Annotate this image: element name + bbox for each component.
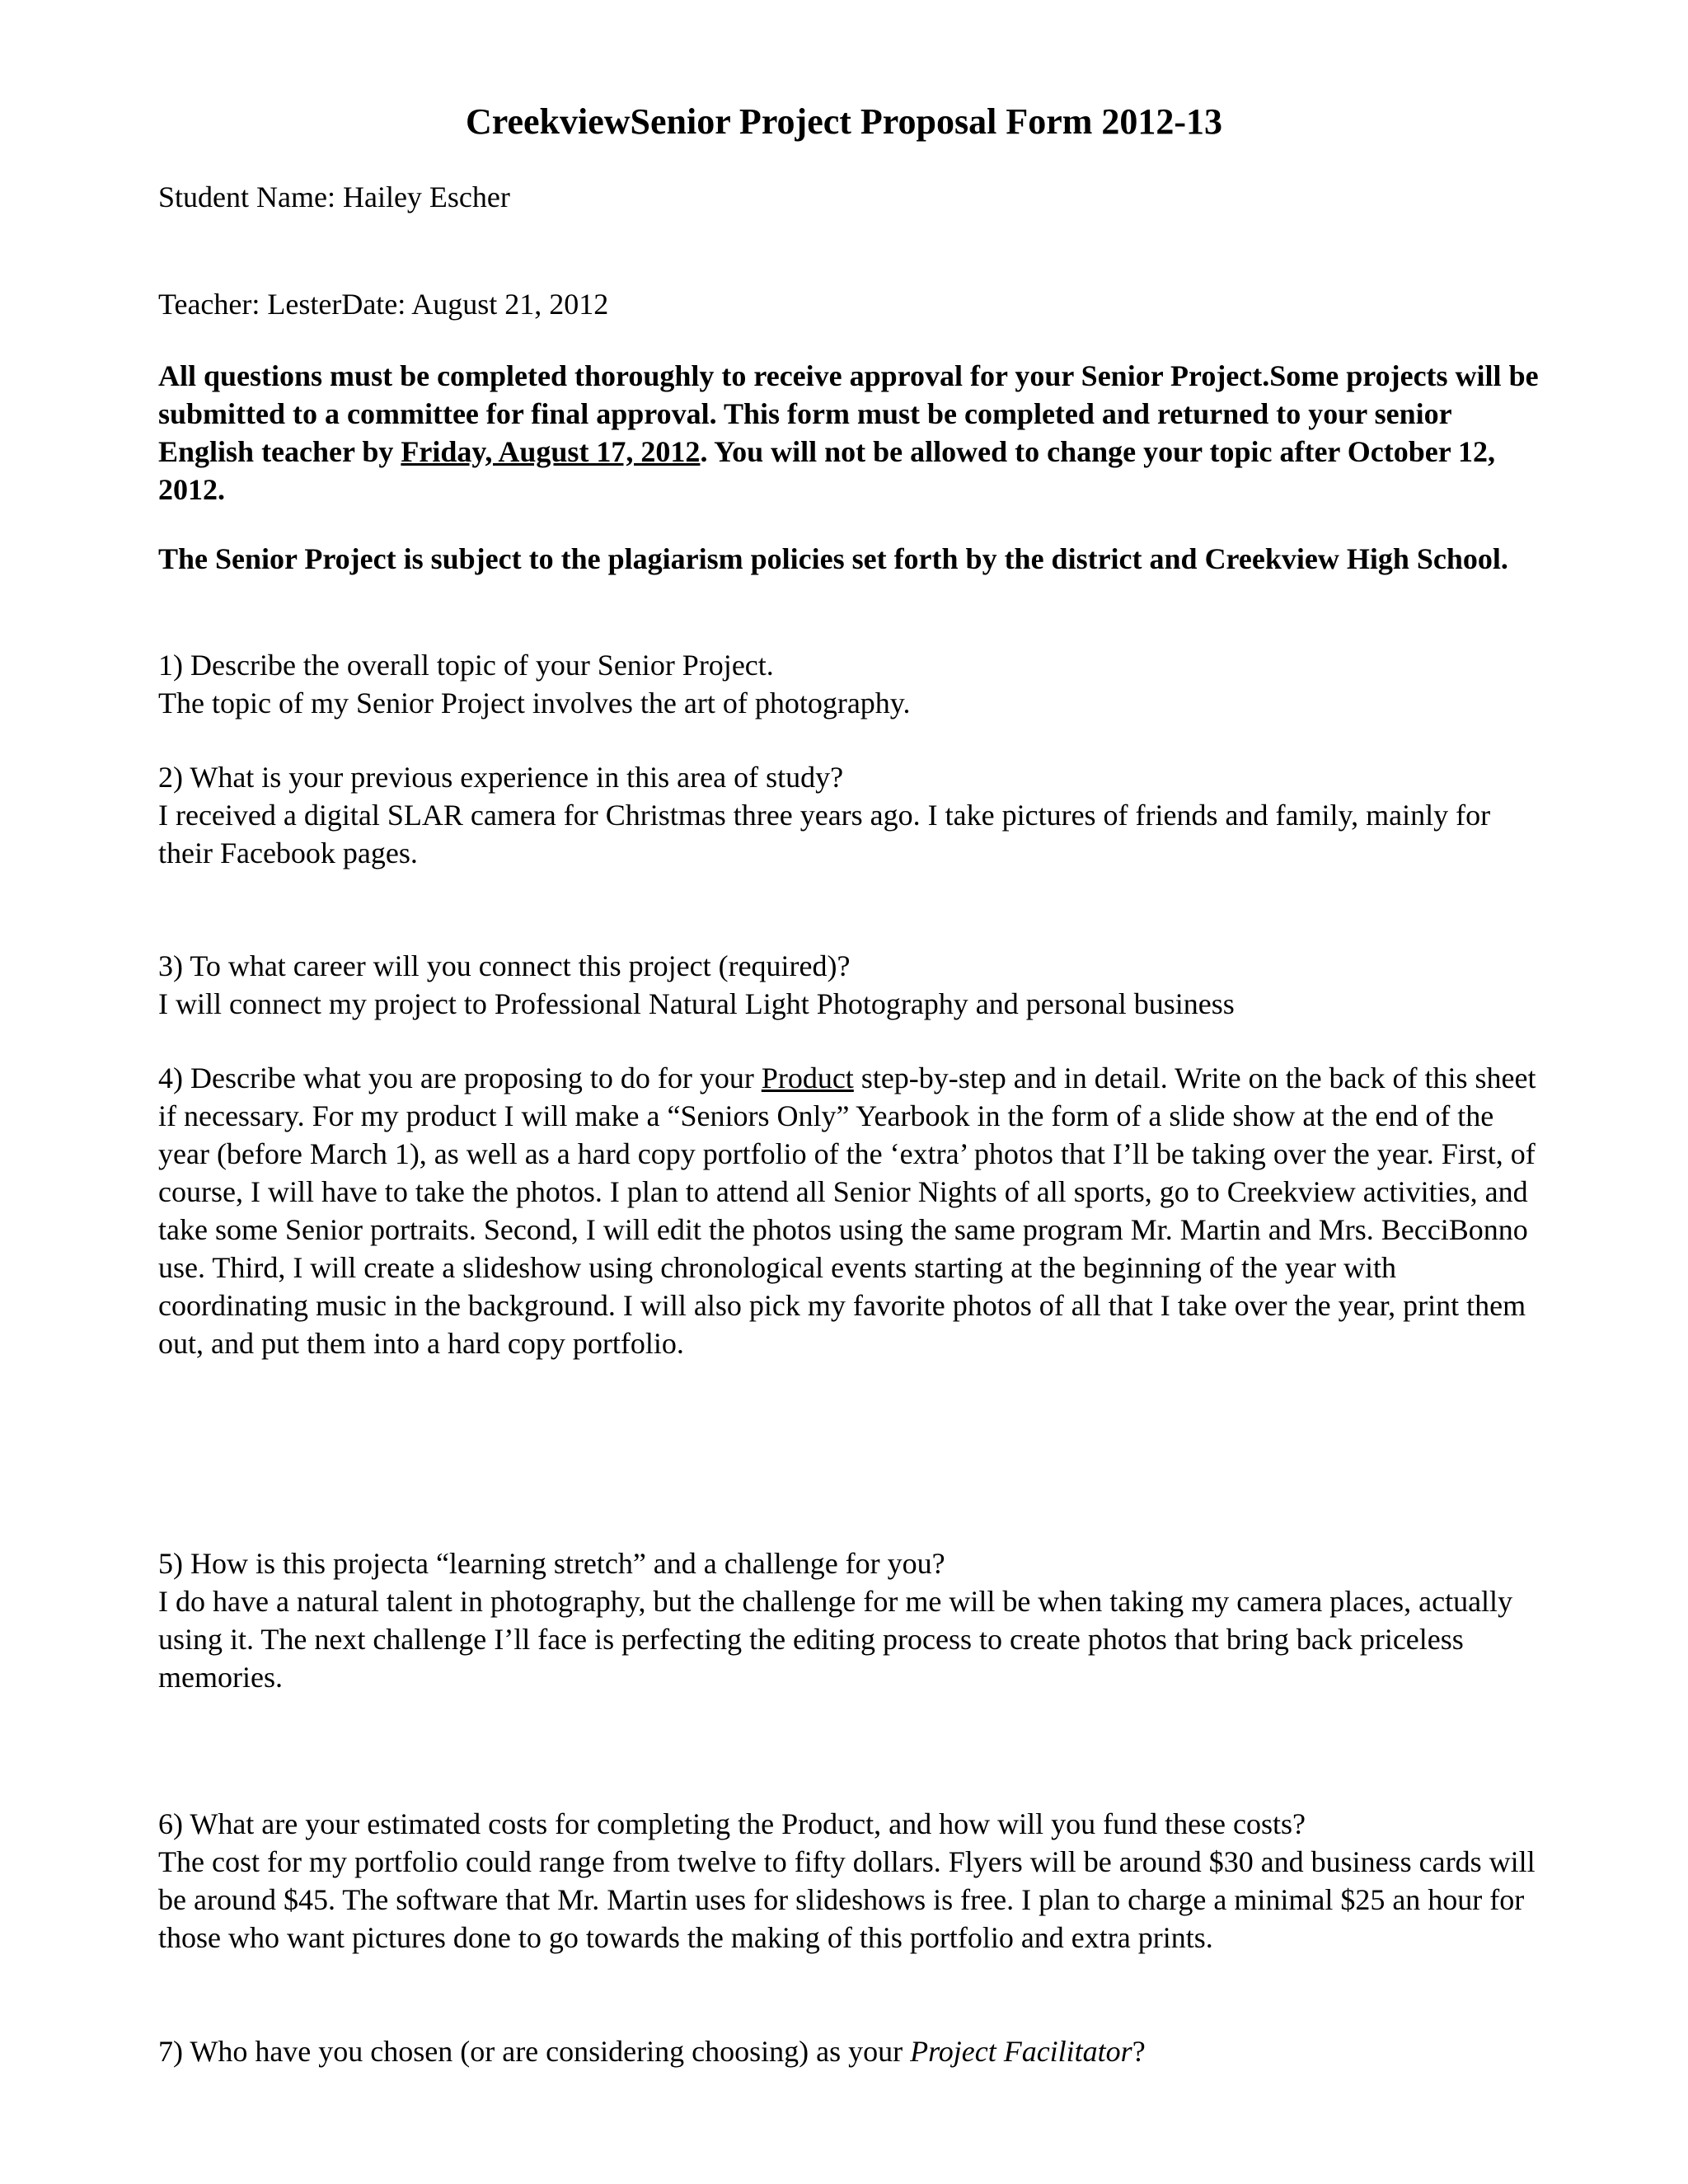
question-1	[158, 646, 1543, 722]
question-6	[158, 1805, 1543, 1957]
question-6-answer: The cost for my portfolio could range from twelve to fifty dollars. Flyers will be around $30 and business cards will be around $45. The software that Mr. Martin uses for slideshows is free. I plan to charge a minimal $25 an hour for those who want pictures done to go towards the making of this portfolio and extra prints.	[158, 1845, 1536, 1954]
deadline-date: Friday, August 17, 2012	[401, 435, 701, 468]
instructions-text: All questions must be completed thoroughly to receive approval for your Senior Project.Some projects will be submitted to a committee for final approval. This form must be completed and returned to your senior English teacher by	[158, 359, 1539, 468]
question-4	[158, 1059, 1543, 1362]
question-3	[158, 947, 1543, 1023]
question-2	[158, 758, 1543, 872]
question-4-answer: For my product I will make a “Seniors Only” Yearbook in the form of a slide show at the end of the year (before March 1), as well as a hard copy portfolio of the ‘extra’ photos that I’ll be taking over the year. First, of course, I will have to take the photos. I plan to attend all Senior Nights of all sports, go to Creekview activities, and take some Senior portraits. Second, I will edit the photos using the same program Mr. Martin and Mrs. BecciBonno use. Third, I will create a slideshow using chronological events starting at the beginning of the year with coordinating music in the background. I will also pick my favorite photos of all that I take over the year, print them out, and put them into a hard copy portfolio.	[158, 1099, 1536, 1360]
student-name-line: Student Name: Hailey Escher	[158, 180, 510, 213]
question-5-answer: I do have a natural talent in photography, but the challenge for me will be when taking my camera places, actually using it. The next challenge I’ll face is perfecting the editing process to create photos that bring back priceless memories.	[158, 1585, 1513, 1694]
question-2-prompt: 2) What is your previous experience in this area of study?	[158, 761, 844, 794]
question-4-product-term: Product	[761, 1062, 854, 1094]
teacher-date-line: Teacher: LesterDate: August 21, 2012	[158, 288, 609, 321]
plagiarism-notice: The Senior Project is subject to the plagiarism policies set forth by the district and Creekview High School.	[158, 542, 1508, 575]
question-5-prompt: 5) How is this projecta “learning stretch” and a challenge for you?	[158, 1547, 945, 1580]
question-1-answer: The topic of my Senior Project involves the art of photography.	[158, 687, 911, 719]
instructions-text-end: . You will not be allowed to change your topic after October 12, 2012.	[158, 435, 1496, 506]
form-title: CreekviewSenior Project Proposal Form 2012-13	[465, 101, 1223, 142]
question-7-prompt: 7) Who have you chosen (or are considering choosing) as your	[158, 2035, 911, 2068]
instructions-block	[158, 357, 1543, 509]
question-7-facilitator-term: Project Facilitator	[910, 2035, 1132, 2068]
question-5	[158, 1544, 1543, 1696]
question-6-prompt: 6) What are your estimated costs for completing the Product, and how will you fund these costs?	[158, 1807, 1306, 1840]
question-4-prompt-end: step-by-step and in detail. Write on the back of this sheet if necessary.	[158, 1062, 1536, 1132]
question-3-answer: I will connect my project to Professional Natural Light Photography and personal business	[158, 987, 1235, 1020]
question-1-prompt: 1) Describe the overall topic of your Senior Project.	[158, 649, 774, 682]
question-7-prompt-end: ?	[1132, 2035, 1146, 2068]
question-2-answer: I received a digital SLAR camera for Christmas three years ago. I take pictures of friends and family, mainly for their Facebook pages.	[158, 799, 1491, 869]
question-4-prompt: 4) Describe what you are proposing to do for your	[158, 1062, 762, 1094]
question-7	[158, 2032, 1543, 2070]
question-3-prompt: 3) To what career will you connect this project (required)?	[158, 949, 851, 982]
